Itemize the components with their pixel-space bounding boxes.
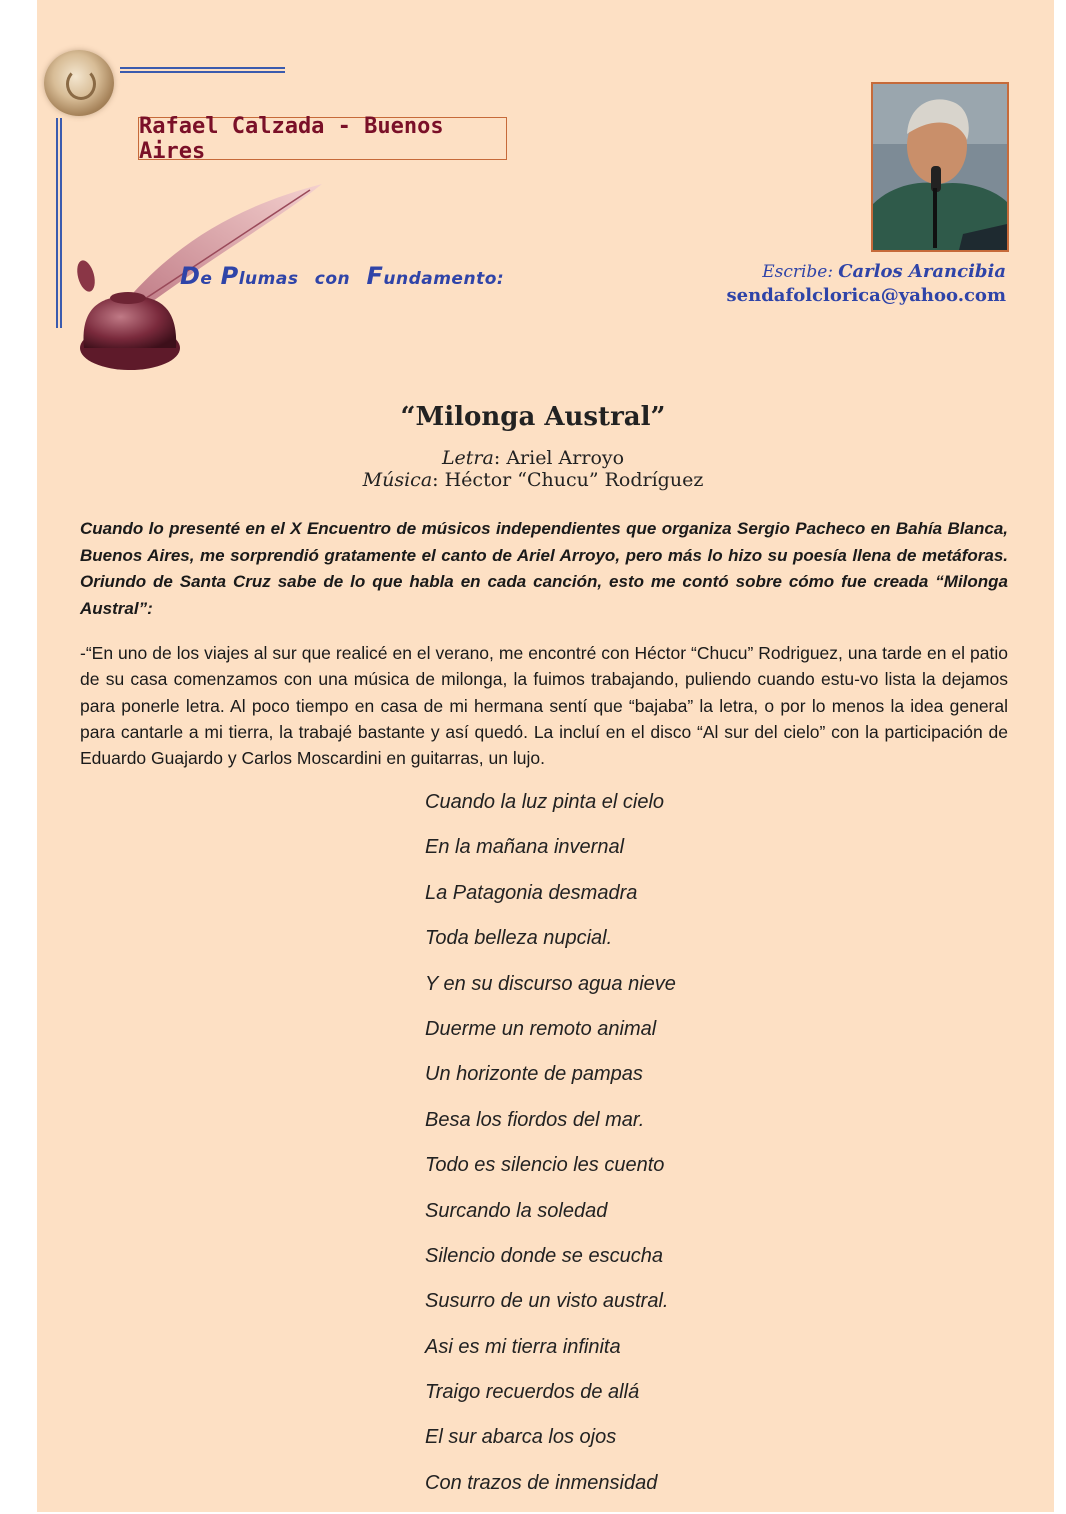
shell-logo-icon — [44, 50, 114, 116]
song-title: “Milonga Austral” — [400, 402, 666, 432]
author-photo — [871, 82, 1009, 252]
composer: Héctor “Chucu” Rodríguez — [444, 469, 704, 491]
byline — [727, 260, 1006, 307]
lyric-line: Besa los fiordos del mar. — [425, 1108, 645, 1131]
lyricist: Ariel Arroyo — [506, 447, 625, 469]
author-email[interactable]: sendafolclorica@yahoo.com — [726, 285, 1006, 306]
lyric-line: Duerme un remoto animal — [425, 1017, 657, 1040]
top-divider — [120, 67, 285, 73]
lyric-line: Cuando la luz pinta el cielo — [425, 791, 665, 813]
lyric-line: Todo es silencio les cuento — [425, 1154, 665, 1177]
intro-paragraph: Cuando lo presenté en el X Encuentro de músicos independientes que organiza Sergio Pacheco en Bahía Blanca, Buenos Aires, me sorprendió gratamente el canto de Ariel Arroyo, pero más lo hizo su poesía llena de metáforas. Oriundo de Santa Cruz sabe de lo que habla en cada canción, esto me contó sobre cómo fue creada “Milonga Austral”: — [80, 519, 1008, 618]
lyric-line: Y en su discurso agua nieve — [425, 972, 676, 995]
byline-label: Escribe: — [762, 262, 834, 282]
lyric-line: En la mañana invernal — [425, 836, 625, 859]
musica-label: Música — [362, 469, 433, 491]
lyric-line: La Patagonia desmadra — [425, 881, 638, 904]
lyric-line: Surcando la soledad — [425, 1199, 608, 1222]
lyric-line: Silencio donde se escucha — [425, 1244, 663, 1267]
song-credits: Letra: Ariel Arroyo Música: Héctor “Chucu” Rodríguez — [362, 447, 704, 491]
lyric-line: Un horizonte de pampas — [425, 1063, 643, 1086]
lyric-line: Traigo recuerdos de allá — [425, 1381, 640, 1404]
author-name: Carlos Arancibia — [838, 261, 1006, 282]
section-title: De Plumas con Fundamento: — [180, 262, 505, 290]
lyrics-block — [425, 788, 676, 1514]
lyric-line: Asi es mi tierra infinita — [425, 1335, 621, 1358]
lyric-line: Con trazos de inmensidad — [425, 1471, 658, 1494]
lyric-line: El sur abarca los ojos — [425, 1426, 617, 1449]
letra-label: Letra — [441, 447, 494, 469]
lyric-line: Toda belleza nupcial. — [425, 927, 613, 950]
quote-paragraph: -“En uno de los viajes al sur que realicé en el verano, me encontré con Héctor “Chucu” Rodriguez, una tarde en el patio de su casa comenzamos con una música de milonga, la fuimos trabajando, puliendo cuando estu-vo lista la dejamos para ponerle letra. Al poco tiempo en casa de mi hermana sentí que “bajaba” la letra, o por lo menos la idea general para cantarle a mi tierra, la trabajé bastante y así quedó. La incluí en el disco “Al sur del cielo” con la participación de Eduardo Guajardo y Carlos Moscardini en guitarras, un lujo. — [80, 643, 1008, 769]
author-portrait-icon — [873, 84, 1007, 250]
location-label: Rafael Calzada - Buenos Aires — [138, 117, 507, 160]
lyric-line: Susurro de un visto austral. — [425, 1290, 669, 1313]
